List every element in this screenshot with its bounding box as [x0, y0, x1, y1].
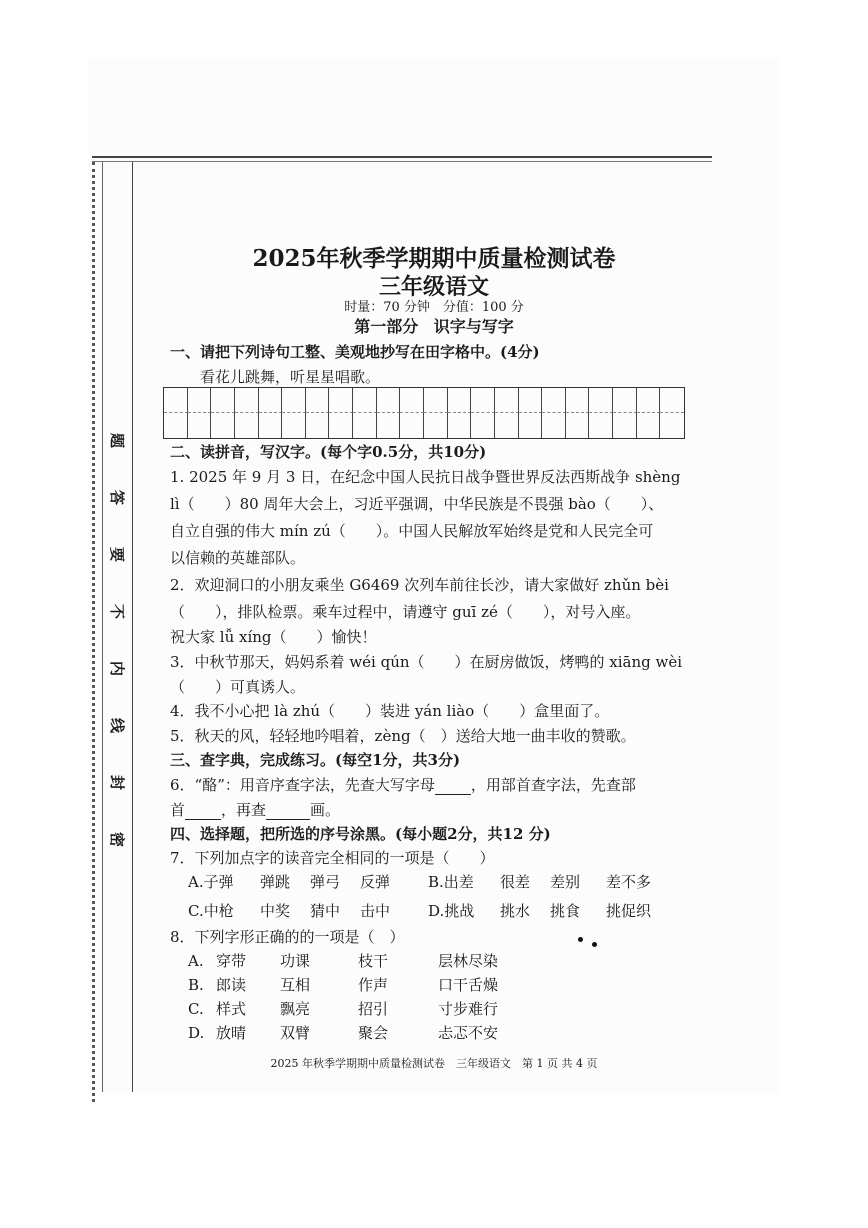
option-word: 弹跳: [260, 873, 291, 891]
grid-cell[interactable]: [660, 413, 684, 438]
q6-text: ，用部首查字法，先查部: [470, 776, 636, 794]
grid-cell[interactable]: [613, 413, 637, 438]
grid-cell[interactable]: [566, 413, 590, 438]
option-word: 忐忑不安: [438, 1024, 499, 1042]
option-word: 差别: [550, 873, 581, 891]
grid-cell[interactable]: [660, 388, 684, 413]
q7-option-d[interactable]: [428, 900, 651, 921]
grid-cell[interactable]: [211, 388, 235, 413]
option-word: 穿带: [216, 952, 247, 970]
seal-char: 不: [108, 603, 127, 620]
grid-cell[interactable]: [495, 388, 519, 413]
option-word: 聚会: [358, 1024, 389, 1042]
q8-option-d[interactable]: [188, 1022, 498, 1043]
q2-line: 2．欢迎洞口的小朋友乘坐 G6469 次列车前往长沙，请大家做好 zhǔn bèi: [170, 576, 669, 594]
option-word: 很差: [500, 873, 531, 891]
q6-text: 画。: [310, 801, 341, 819]
q6-text: ，再查: [221, 801, 267, 819]
grid-cell[interactable]: [400, 388, 424, 413]
option-word: 郎读: [216, 976, 247, 994]
grid-cell[interactable]: [211, 413, 235, 438]
seal-char: 线: [108, 717, 127, 734]
exam-meta: 时量：70 分钟 分值：100 分: [344, 300, 524, 315]
seal-char: 要: [108, 546, 127, 563]
q6-text: 首: [170, 801, 186, 819]
option-word: 放晴: [216, 1024, 247, 1042]
grid-cell[interactable]: [164, 388, 188, 413]
q3-line: （ ）可真诱人。: [170, 678, 306, 696]
q7-option-c[interactable]: [188, 900, 390, 921]
section-2-heading: 二、读拼音，写汉字。(每个字0.5分，共10分): [170, 443, 487, 461]
grid-cell[interactable]: [566, 388, 590, 413]
grid-cell[interactable]: [282, 388, 306, 413]
section-3-heading: 三、查字典，完成练习。(每空1分，共3分): [170, 751, 461, 769]
grid-cell[interactable]: [377, 388, 401, 413]
q8-option-a[interactable]: [188, 950, 498, 971]
q7-line: 7．下列加点字的读音完全相同的一项是（ ）: [170, 849, 495, 867]
q1-line: 自立自强的伟大 mín zú（ ）。中国人民解放军始终是党和人民完全可: [170, 522, 654, 540]
q8-option-b[interactable]: [188, 974, 498, 995]
option-word: C.中枪: [188, 902, 234, 920]
option-word: 挑水: [500, 902, 531, 920]
seal-char: 内: [108, 660, 127, 677]
grid-cell[interactable]: [235, 413, 259, 438]
q2-line: （ ），排队检票。乘车过程中，请遵守 guī zé（ ），对号入座。: [170, 603, 641, 621]
grid-cell[interactable]: [306, 388, 330, 413]
option-word: B.出差: [428, 873, 474, 891]
answer-blank[interactable]: [435, 776, 471, 795]
q4-line: 4．我不小心把 là zhú（ ）装进 yán liào（ ）盒里面了。: [170, 702, 610, 720]
option-word: 作声: [358, 976, 389, 994]
grid-cell[interactable]: [542, 413, 566, 438]
option-word: A.子弹: [188, 873, 234, 891]
grid-cell[interactable]: [235, 388, 259, 413]
grid-cell[interactable]: [542, 388, 566, 413]
grid-cell[interactable]: [188, 413, 212, 438]
option-word: 口干舌燥: [438, 976, 499, 994]
grid-cell[interactable]: [589, 413, 613, 438]
grid-cell[interactable]: [282, 413, 306, 438]
option-word: 寸步难行: [438, 1000, 499, 1018]
exam-title: 2025年秋季学期期中质量检测试卷: [252, 245, 616, 272]
seal-line-text: [106, 430, 130, 850]
page-footer: 2025 年秋季学期期中质量检测试卷 三年级语文 第 1 页 共 4 页: [270, 1057, 598, 1070]
grid-cell[interactable]: [448, 388, 472, 413]
q5-line: 5．秋天的风，轻轻地吟唱着，zèng（ ）送给大地一曲丰收的赞歌。: [170, 727, 636, 745]
option-word: 差不多: [606, 873, 652, 891]
poem-line: 看花儿跳舞，听星星唱歌。: [200, 368, 381, 386]
answer-blank[interactable]: [185, 801, 221, 820]
q8-option-c[interactable]: [188, 998, 498, 1019]
top-rule: [92, 156, 712, 158]
grid-cell[interactable]: [329, 413, 353, 438]
q2-line: 祝大家 lǚ xíng（ ）愉快！: [170, 628, 377, 646]
grid-cell[interactable]: [637, 413, 661, 438]
grid-cell[interactable]: [519, 413, 543, 438]
option-word: 互相: [280, 976, 311, 994]
grid-cell[interactable]: [495, 413, 519, 438]
seal-char: 题: [108, 432, 127, 449]
grid-cell[interactable]: [188, 388, 212, 413]
option-letter: A.: [188, 952, 204, 970]
exam-subtitle: 三年级语文: [378, 274, 489, 300]
option-word: 反弹: [360, 873, 391, 891]
ink-mark: [578, 937, 583, 942]
part-heading: 第一部分 识字与写字: [354, 317, 514, 336]
grid-cell[interactable]: [377, 413, 401, 438]
option-word: 招引: [358, 1000, 389, 1018]
option-word: 挑食: [550, 902, 581, 920]
option-word: 层林尽染: [438, 952, 499, 970]
grid-cell[interactable]: [471, 388, 495, 413]
seal-char: 封: [108, 774, 127, 791]
grid-cell[interactable]: [353, 413, 377, 438]
option-word: 功课: [280, 952, 311, 970]
answer-blank[interactable]: [266, 801, 310, 820]
grid-cell[interactable]: [589, 388, 613, 413]
option-letter: B.: [188, 976, 204, 994]
grid-cell[interactable]: [471, 413, 495, 438]
grid-cell[interactable]: [164, 413, 188, 438]
option-word: D.挑战: [428, 902, 475, 920]
grid-cell[interactable]: [424, 388, 448, 413]
grid-cell[interactable]: [613, 388, 637, 413]
q7-option-b[interactable]: [428, 871, 651, 892]
q8-line: 8．下列字形正确的的一项是（ ）: [170, 928, 405, 946]
grid-cell[interactable]: [448, 413, 472, 438]
tianzi-grid[interactable]: [163, 387, 685, 439]
option-word: 击中: [360, 902, 391, 920]
section-4-heading: 四、选择题，把所选的序号涂黑。(每小题2分，共12 分): [170, 825, 551, 843]
grid-cell[interactable]: [353, 388, 377, 413]
q3-line: 3．中秋节那天，妈妈系着 wéi qún（ ）在厨房做饭，烤鸭的 xiāng wèi: [170, 653, 683, 671]
option-word: 挑促织: [606, 902, 652, 920]
seal-char: 答: [108, 489, 127, 506]
grid-cell[interactable]: [424, 413, 448, 438]
grid-cell[interactable]: [637, 388, 661, 413]
grid-cell[interactable]: [400, 413, 424, 438]
grid-cell[interactable]: [519, 388, 543, 413]
ink-mark: [592, 942, 597, 947]
option-word: 弹弓: [310, 873, 341, 891]
q7-option-a[interactable]: [188, 871, 390, 892]
q1-line: lì（ ）80 周年大会上，习近平强调，中华民族是不畏强 bào（ ）、: [170, 495, 664, 513]
option-letter: C.: [188, 1000, 204, 1018]
grid-cell[interactable]: [306, 413, 330, 438]
option-letter: D.: [188, 1024, 205, 1042]
grid-cell[interactable]: [259, 413, 283, 438]
seal-char: 密: [108, 831, 127, 848]
grid-cell[interactable]: [329, 388, 353, 413]
option-word: 中奖: [260, 902, 291, 920]
q6-line-1: [170, 774, 636, 795]
option-word: 猜中: [310, 902, 341, 920]
option-word: 飘亮: [280, 1000, 311, 1018]
q6-text: 6．“酪”：用音序查字法，先查大写字母: [170, 776, 435, 794]
q6-line-2: [170, 799, 340, 820]
option-word: 双臂: [280, 1024, 311, 1042]
top-rule-thin: [92, 161, 712, 162]
grid-cell[interactable]: [259, 388, 283, 413]
option-word: 枝干: [358, 952, 389, 970]
q1-line: 1. 2025 年 9 月 3 日，在纪念中国人民抗日战争暨世界反法西斯战争 shèng: [170, 468, 681, 486]
option-word: 样式: [216, 1000, 247, 1018]
q1-line: 以信赖的英雄部队。: [170, 549, 306, 567]
section-1-heading: 一、请把下列诗句工整、美观地抄写在田字格中。(4分): [170, 343, 540, 361]
